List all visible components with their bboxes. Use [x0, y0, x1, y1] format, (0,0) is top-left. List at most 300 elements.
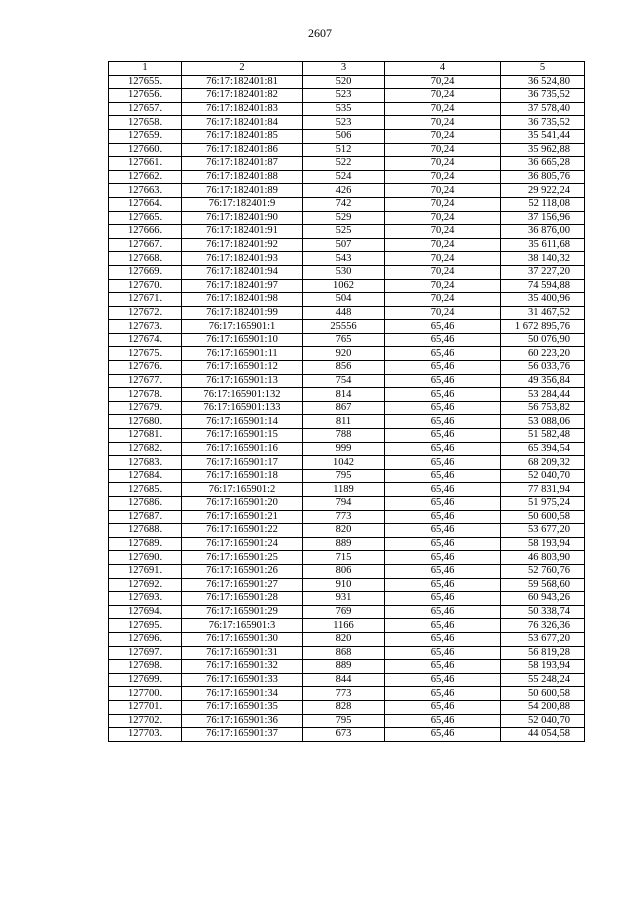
table-cell: 742	[303, 197, 385, 211]
page-number: 2607	[308, 26, 332, 40]
table-cell: 36 805,76	[501, 170, 585, 184]
table-cell: 127657.	[109, 102, 182, 116]
table-cell: 127685.	[109, 483, 182, 497]
table-cell: 76:17:165901:11	[182, 347, 303, 361]
table-cell: 999	[303, 442, 385, 456]
table-row	[109, 551, 585, 565]
table-cell: 65,46	[385, 714, 501, 728]
table-row	[109, 524, 585, 538]
table-cell: 795	[303, 469, 385, 483]
table-cell: 51 975,24	[501, 497, 585, 511]
table-row	[109, 279, 585, 293]
table-cell: 51 582,48	[501, 429, 585, 443]
table-cell: 65 394,54	[501, 442, 585, 456]
table-row	[109, 673, 585, 687]
table-cell: 127702.	[109, 714, 182, 728]
table-cell: 65,46	[385, 646, 501, 660]
table-cell: 36 524,80	[501, 75, 585, 89]
table-cell: 65,46	[385, 497, 501, 511]
table-row	[109, 184, 585, 198]
table-cell: 76:17:182401:91	[182, 225, 303, 239]
table-cell: 65,46	[385, 429, 501, 443]
table-cell: 769	[303, 605, 385, 619]
table-cell: 65,46	[385, 401, 501, 415]
table-cell: 36 735,52	[501, 89, 585, 103]
table-cell: 773	[303, 687, 385, 701]
table-cell: 448	[303, 306, 385, 320]
table-row	[109, 537, 585, 551]
table-cell: 65,46	[385, 524, 501, 538]
table-cell: 127666.	[109, 225, 182, 239]
table-cell: 1189	[303, 483, 385, 497]
table-cell: 127681.	[109, 429, 182, 443]
column-header: 5	[501, 62, 585, 76]
table-cell: 127699.	[109, 673, 182, 687]
table-cell: 70,24	[385, 116, 501, 130]
table-cell: 76:17:182401:99	[182, 306, 303, 320]
table-cell: 65,46	[385, 660, 501, 674]
table-cell: 76:17:165901:12	[182, 361, 303, 375]
table-cell: 53 284,44	[501, 388, 585, 402]
table-cell: 29 922,24	[501, 184, 585, 198]
table-cell: 127676.	[109, 361, 182, 375]
table-cell: 127698.	[109, 660, 182, 674]
table-cell: 76:17:182401:98	[182, 293, 303, 307]
table-cell: 788	[303, 429, 385, 443]
table-row	[109, 143, 585, 157]
table-cell: 127674.	[109, 333, 182, 347]
table-cell: 56 753,82	[501, 401, 585, 415]
table-row	[109, 347, 585, 361]
table-cell: 76:17:182401:83	[182, 102, 303, 116]
table-cell: 65,46	[385, 469, 501, 483]
table-cell: 127669.	[109, 265, 182, 279]
table-cell: 76:17:182401:82	[182, 89, 303, 103]
table-cell: 70,24	[385, 265, 501, 279]
table-cell: 52 040,70	[501, 469, 585, 483]
table-cell: 127682.	[109, 442, 182, 456]
table-cell: 76:17:182401:9	[182, 197, 303, 211]
table-cell: 795	[303, 714, 385, 728]
table-cell: 512	[303, 143, 385, 157]
table-cell: 70,24	[385, 293, 501, 307]
table-cell: 35 611,68	[501, 238, 585, 252]
table-cell: 127660.	[109, 143, 182, 157]
table-cell: 507	[303, 238, 385, 252]
table-cell: 76:17:165901:20	[182, 497, 303, 511]
table-cell: 70,24	[385, 143, 501, 157]
table-cell: 65,46	[385, 564, 501, 578]
table-cell: 65,46	[385, 619, 501, 633]
table-cell: 814	[303, 388, 385, 402]
table-cell: 56 819,28	[501, 646, 585, 660]
table-cell: 55 248,24	[501, 673, 585, 687]
table-cell: 127678.	[109, 388, 182, 402]
table-cell: 127659.	[109, 129, 182, 143]
table-cell: 856	[303, 361, 385, 375]
table-row	[109, 687, 585, 701]
table-row	[109, 388, 585, 402]
table-cell: 44 054,58	[501, 728, 585, 742]
table-cell: 127691.	[109, 564, 182, 578]
table-row	[109, 252, 585, 266]
table-cell: 127687.	[109, 510, 182, 524]
table-row	[109, 415, 585, 429]
table-cell: 673	[303, 728, 385, 742]
table-cell: 56 033,76	[501, 361, 585, 375]
table-cell: 1062	[303, 279, 385, 293]
table-cell: 127695.	[109, 619, 182, 633]
table-cell: 65,46	[385, 374, 501, 388]
table-cell: 76:17:165901:10	[182, 333, 303, 347]
table-cell: 811	[303, 415, 385, 429]
table-cell: 70,24	[385, 252, 501, 266]
table-row	[109, 333, 585, 347]
table-cell: 868	[303, 646, 385, 660]
table-cell: 127661.	[109, 157, 182, 171]
table-cell: 65,46	[385, 333, 501, 347]
table-row	[109, 170, 585, 184]
column-header: 3	[303, 62, 385, 76]
table-cell: 76:17:165901:28	[182, 592, 303, 606]
table-row	[109, 592, 585, 606]
table-cell: 65,46	[385, 728, 501, 742]
table-cell: 36 876,00	[501, 225, 585, 239]
table-cell: 765	[303, 333, 385, 347]
table-cell: 65,46	[385, 415, 501, 429]
table-cell: 127658.	[109, 116, 182, 130]
table-cell: 76:17:165901:32	[182, 660, 303, 674]
table-cell: 76:17:165901:27	[182, 578, 303, 592]
table-cell: 127662.	[109, 170, 182, 184]
table-cell: 70,24	[385, 306, 501, 320]
table-cell: 76:17:182401:97	[182, 279, 303, 293]
table-cell: 1 672 895,76	[501, 320, 585, 334]
table-row	[109, 469, 585, 483]
table-cell: 931	[303, 592, 385, 606]
table-cell: 127694.	[109, 605, 182, 619]
table-row	[109, 374, 585, 388]
table-cell: 76:17:182401:92	[182, 238, 303, 252]
table-cell: 76:17:165901:33	[182, 673, 303, 687]
table-row	[109, 306, 585, 320]
table-cell: 77 831,94	[501, 483, 585, 497]
table-cell: 715	[303, 551, 385, 565]
table-cell: 65,46	[385, 388, 501, 402]
table-cell: 530	[303, 265, 385, 279]
table-cell: 127689.	[109, 537, 182, 551]
table-cell: 76:17:182401:90	[182, 211, 303, 225]
table-cell: 127679.	[109, 401, 182, 415]
table-cell: 36 735,52	[501, 116, 585, 130]
table-row	[109, 700, 585, 714]
table-cell: 76:17:165901:37	[182, 728, 303, 742]
table-cell: 38 140,32	[501, 252, 585, 266]
table-cell: 820	[303, 524, 385, 538]
table-cell: 76:17:182401:93	[182, 252, 303, 266]
table-cell: 76:17:182401:81	[182, 75, 303, 89]
table-cell: 127670.	[109, 279, 182, 293]
table-cell: 910	[303, 578, 385, 592]
table-cell: 37 227,20	[501, 265, 585, 279]
header-row	[109, 62, 585, 76]
table-cell: 127703.	[109, 728, 182, 742]
table-header	[109, 62, 585, 76]
table-cell: 520	[303, 75, 385, 89]
table-cell: 76:17:165901:22	[182, 524, 303, 538]
table-cell: 70,24	[385, 157, 501, 171]
table-cell: 76:17:165901:133	[182, 401, 303, 415]
table-cell: 50 600,58	[501, 687, 585, 701]
table-cell: 76:17:165901:18	[182, 469, 303, 483]
table-cell: 54 200,88	[501, 700, 585, 714]
table-cell: 127655.	[109, 75, 182, 89]
table-cell: 76:17:165901:31	[182, 646, 303, 660]
table-cell: 76:17:165901:2	[182, 483, 303, 497]
table-cell: 70,24	[385, 279, 501, 293]
table-cell: 65,46	[385, 510, 501, 524]
table-row	[109, 632, 585, 646]
table-cell: 53 088,06	[501, 415, 585, 429]
table-cell: 127673.	[109, 320, 182, 334]
table-cell: 127683.	[109, 456, 182, 470]
table-row	[109, 660, 585, 674]
table-cell: 70,24	[385, 197, 501, 211]
table-cell: 754	[303, 374, 385, 388]
table-cell: 70,24	[385, 129, 501, 143]
data-table	[108, 61, 585, 742]
table-cell: 1166	[303, 619, 385, 633]
table-cell: 65,46	[385, 320, 501, 334]
table-row	[109, 320, 585, 334]
table-row	[109, 238, 585, 252]
table-cell: 74 594,88	[501, 279, 585, 293]
table-cell: 49 356,84	[501, 374, 585, 388]
table-cell: 127696.	[109, 632, 182, 646]
table-cell: 35 962,88	[501, 143, 585, 157]
table-row	[109, 75, 585, 89]
table-cell: 60 223,20	[501, 347, 585, 361]
table-cell: 76:17:165901:24	[182, 537, 303, 551]
table-cell: 70,24	[385, 184, 501, 198]
table-cell: 522	[303, 157, 385, 171]
table-cell: 76:17:165901:13	[182, 374, 303, 388]
table-cell: 65,46	[385, 687, 501, 701]
table-cell: 35 400,96	[501, 293, 585, 307]
table-cell: 53 677,20	[501, 632, 585, 646]
table-cell: 127701.	[109, 700, 182, 714]
table-cell: 65,46	[385, 592, 501, 606]
table-row	[109, 605, 585, 619]
table-cell: 65,46	[385, 442, 501, 456]
table-cell: 50 600,58	[501, 510, 585, 524]
table-cell: 65,46	[385, 456, 501, 470]
table-row	[109, 483, 585, 497]
table-cell: 523	[303, 116, 385, 130]
table-cell: 535	[303, 102, 385, 116]
table-cell: 76 326,36	[501, 619, 585, 633]
table-cell: 25556	[303, 320, 385, 334]
table-row	[109, 578, 585, 592]
table-cell: 65,46	[385, 578, 501, 592]
table-cell: 76:17:182401:87	[182, 157, 303, 171]
table-cell: 794	[303, 497, 385, 511]
table-cell: 127690.	[109, 551, 182, 565]
table-cell: 65,46	[385, 551, 501, 565]
table-cell: 70,24	[385, 170, 501, 184]
table-cell: 523	[303, 89, 385, 103]
table-cell: 65,46	[385, 700, 501, 714]
table-cell: 127665.	[109, 211, 182, 225]
table-cell: 35 541,44	[501, 129, 585, 143]
table-cell: 127692.	[109, 578, 182, 592]
table-cell: 76:17:165901:34	[182, 687, 303, 701]
table-row	[109, 361, 585, 375]
table-row	[109, 456, 585, 470]
table-cell: 53 677,20	[501, 524, 585, 538]
table-row	[109, 89, 585, 103]
table-cell: 70,24	[385, 102, 501, 116]
table-row	[109, 442, 585, 456]
table-cell: 426	[303, 184, 385, 198]
table-cell: 76:17:165901:14	[182, 415, 303, 429]
table-row	[109, 619, 585, 633]
table-cell: 37 578,40	[501, 102, 585, 116]
table-cell: 76:17:165901:29	[182, 605, 303, 619]
table-cell: 127671.	[109, 293, 182, 307]
table-cell: 50 338,74	[501, 605, 585, 619]
table-cell: 76:17:165901:132	[182, 388, 303, 402]
table-cell: 76:17:165901:26	[182, 564, 303, 578]
table-cell: 65,46	[385, 537, 501, 551]
table-row	[109, 510, 585, 524]
table-row	[109, 728, 585, 742]
table-cell: 76:17:182401:85	[182, 129, 303, 143]
table-cell: 76:17:165901:36	[182, 714, 303, 728]
table-cell: 844	[303, 673, 385, 687]
table-cell: 76:17:165901:30	[182, 632, 303, 646]
column-header: 1	[109, 62, 182, 76]
table-cell: 37 156,96	[501, 211, 585, 225]
table-cell: 65,46	[385, 483, 501, 497]
table-cell: 127693.	[109, 592, 182, 606]
table-cell: 127667.	[109, 238, 182, 252]
table-cell: 867	[303, 401, 385, 415]
table-cell: 127656.	[109, 89, 182, 103]
table-cell: 52 760,76	[501, 564, 585, 578]
table-cell: 828	[303, 700, 385, 714]
table-row	[109, 197, 585, 211]
table-cell: 65,46	[385, 632, 501, 646]
table-cell: 76:17:182401:94	[182, 265, 303, 279]
table-cell: 127697.	[109, 646, 182, 660]
table-cell: 76:17:165901:16	[182, 442, 303, 456]
table-cell: 127675.	[109, 347, 182, 361]
table-cell: 127672.	[109, 306, 182, 320]
table-cell: 127684.	[109, 469, 182, 483]
table-row	[109, 429, 585, 443]
table-row	[109, 157, 585, 171]
table-cell: 70,24	[385, 225, 501, 239]
table-cell: 76:17:165901:1	[182, 320, 303, 334]
table-row	[109, 646, 585, 660]
table-cell: 506	[303, 129, 385, 143]
table-row	[109, 265, 585, 279]
table-cell: 68 209,32	[501, 456, 585, 470]
column-header: 2	[182, 62, 303, 76]
table-cell: 76:17:165901:25	[182, 551, 303, 565]
table-row	[109, 129, 585, 143]
table-cell: 127686.	[109, 497, 182, 511]
table-cell: 920	[303, 347, 385, 361]
table-row	[109, 293, 585, 307]
table-cell: 59 568,60	[501, 578, 585, 592]
table-cell: 76:17:165901:35	[182, 700, 303, 714]
table-cell: 127677.	[109, 374, 182, 388]
table-cell: 70,24	[385, 89, 501, 103]
table-cell: 76:17:165901:17	[182, 456, 303, 470]
column-header: 4	[385, 62, 501, 76]
table-cell: 65,46	[385, 673, 501, 687]
table-body	[109, 75, 585, 741]
table-cell: 1042	[303, 456, 385, 470]
table-cell: 76:17:182401:89	[182, 184, 303, 198]
table-cell: 58 193,94	[501, 537, 585, 551]
table-cell: 127700.	[109, 687, 182, 701]
table-cell: 31 467,52	[501, 306, 585, 320]
table-cell: 46 803,90	[501, 551, 585, 565]
table-row	[109, 116, 585, 130]
table-cell: 543	[303, 252, 385, 266]
table-cell: 127680.	[109, 415, 182, 429]
table-cell: 127668.	[109, 252, 182, 266]
table-cell: 820	[303, 632, 385, 646]
table-row	[109, 714, 585, 728]
table-cell: 76:17:165901:3	[182, 619, 303, 633]
table-cell: 889	[303, 660, 385, 674]
table-cell: 76:17:182401:86	[182, 143, 303, 157]
table-cell: 76:17:165901:15	[182, 429, 303, 443]
table-cell: 52 118,08	[501, 197, 585, 211]
table-cell: 65,46	[385, 605, 501, 619]
table-row	[109, 401, 585, 415]
table-cell: 76:17:182401:84	[182, 116, 303, 130]
table-cell: 70,24	[385, 211, 501, 225]
table-row	[109, 497, 585, 511]
table-cell: 70,24	[385, 238, 501, 252]
table-cell: 529	[303, 211, 385, 225]
table-cell: 773	[303, 510, 385, 524]
table-cell: 127663.	[109, 184, 182, 198]
table-cell: 52 040,70	[501, 714, 585, 728]
table-cell: 504	[303, 293, 385, 307]
table-cell: 127688.	[109, 524, 182, 538]
table-cell: 524	[303, 170, 385, 184]
table-cell: 889	[303, 537, 385, 551]
table-cell: 76:17:182401:88	[182, 170, 303, 184]
table-cell: 127664.	[109, 197, 182, 211]
table-row	[109, 564, 585, 578]
table-row	[109, 211, 585, 225]
table-cell: 65,46	[385, 347, 501, 361]
table-row	[109, 102, 585, 116]
table-cell: 50 076,90	[501, 333, 585, 347]
table-cell: 58 193,94	[501, 660, 585, 674]
table-cell: 36 665,28	[501, 157, 585, 171]
table-cell: 60 943,26	[501, 592, 585, 606]
table-cell: 65,46	[385, 361, 501, 375]
table-cell: 806	[303, 564, 385, 578]
